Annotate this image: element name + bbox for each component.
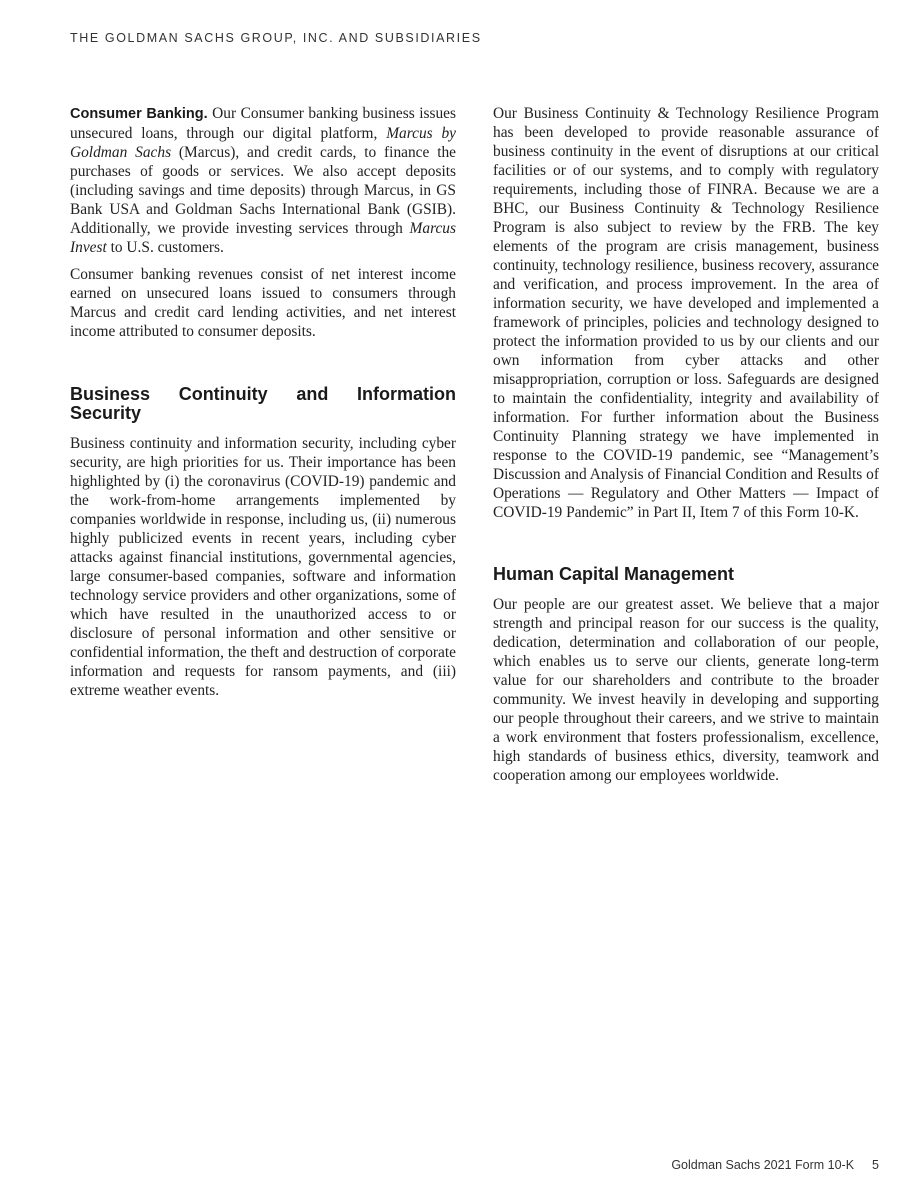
- consumer-banking-text-b: (Marcus), and credit cards, to finance the purchases of goods or services. We also accept deposits (including savings and time deposits) through Marcus, in GS Bank USA and Goldman Sachs International Bank (GSIB). Additionally, we provide investing services through: [70, 144, 456, 237]
- consumer-banking-paragraph: [70, 104, 456, 257]
- consumer-banking-text-a: Our Consumer banking business issues unsecured loans, through our digital platform,: [70, 105, 456, 142]
- consumer-banking-lead: Consumer Banking.: [70, 106, 208, 122]
- running-header: THE GOLDMAN SACHS GROUP, INC. AND SUBSIDIARIES: [70, 31, 482, 45]
- consumer-banking-text-c: to U.S. customers.: [106, 239, 224, 256]
- marcus-invest-name: Marcus Invest: [70, 220, 456, 256]
- right-column: [493, 104, 879, 793]
- business-continuity-heading: Business Continuity and Information Security: [70, 384, 456, 423]
- page-footer: [671, 1158, 879, 1172]
- footer-doc-label: Goldman Sachs 2021 Form 10-K: [671, 1158, 855, 1172]
- marcus-platform-name: Marcus by Goldman Sachs: [70, 125, 456, 161]
- business-continuity-paragraph: Business continuity and information security, including cyber security, are high priorities for us. Their importance has been highlighted by (i) the coronavirus (COVID-19) pandemic and the work-from-home arrangements implemented by companies worldwide in response, including us, (ii) numerous highly publicized events in recent years, including cyber attacks against financial institutions, governmental agencies, large consumer-based companies, software and information technology service providers and other organizations, some of which have resulted in the unauthorized access to or disclosure of personal information and other sensitive or confidential information, the theft and destruction of corporate information and requests for ransom payments, and (iii) extreme weather events.: [70, 435, 456, 699]
- human-capital-paragraph: Our people are our greatest asset. We believe that a major strength and principal reason for our success is the quality, dedication, determination and collaboration of our people, which enables us to serve our clients, generate long-term value for our shareholders and contribute to the broader community. We invest heavily in developing and supporting our people throughout their careers, and we strive to maintain a work environment that fosters professionalism, excellence, high standards of business ethics, diversity, teamwork and cooperation among our employees worldwide.: [493, 596, 879, 784]
- left-column: [70, 104, 456, 708]
- page-number: 5: [872, 1158, 879, 1172]
- consumer-banking-revenues-paragraph: Consumer banking revenues consist of net interest income earned on unsecured loans issued to consumers through Marcus and credit card lending activities, and net interest income attributed to consumer deposits.: [70, 266, 456, 340]
- human-capital-heading: Human Capital Management: [493, 564, 735, 584]
- bc-program-paragraph: Our Business Continuity & Technology Resilience Program has been developed to provide reasonable assurance of business continuity in the event of disruptions at our critical facilities or of our systems, and to comply with regulatory requirements, including those of FINRA. Because we are a BHC, our Business Continuity & Technology Resilience Program is also subject to review by the FRB. The key elements of the program are crisis management, business continuity, technology resilience, business recovery, assurance and verification, and process improvement. In the area of information security, we have developed and implemented a framework of principles, policies and technology designed to protect the information provided to us by our clients and our own information from cyber attacks and other misappropriation, corruption or loss. Safeguards are designed to maintain the confidentiality, integrity and availability of information. For further information about the Business Continuity Planning strategy we have implemented in response to the COVID-19 pandemic, see “Management’s Discussion and Analysis of Financial Condition and Results of Operations — Regulatory and Other Matters — Impact of COVID-19 Pandemic” in Part II, Item 7 of this Form 10-K.: [493, 105, 879, 521]
